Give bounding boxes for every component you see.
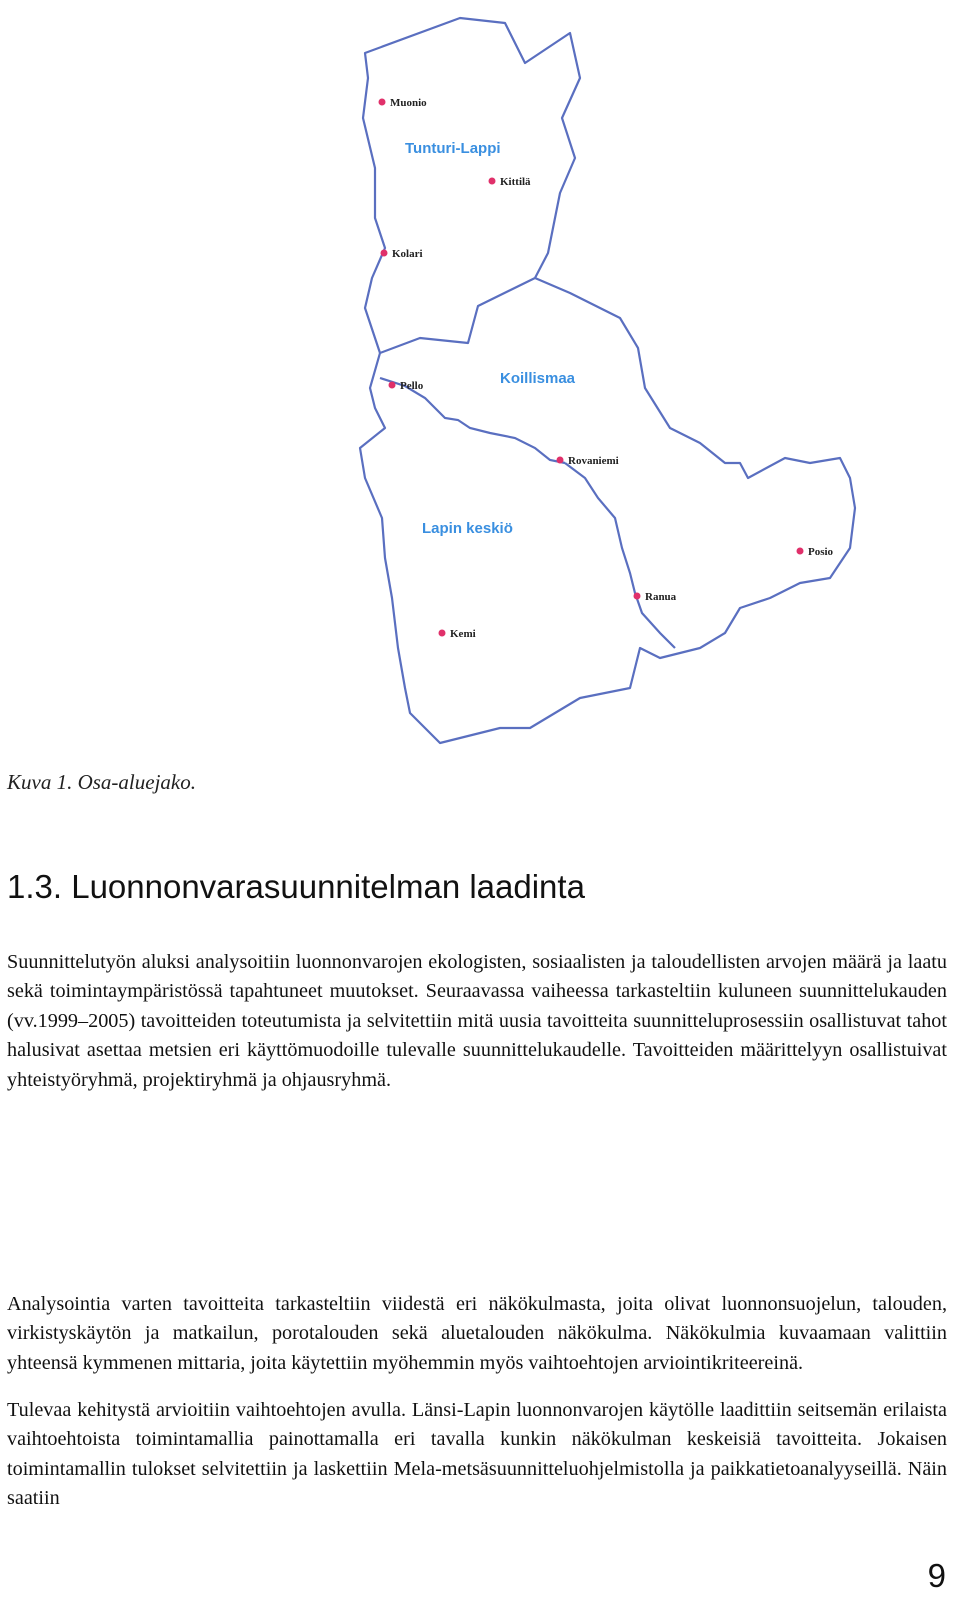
paragraph: Tulevaa kehitystä arvioitiin vaihtoehtojen avulla. Länsi-Lapin luonnonvarojen käytölle laadittiin seitsemän erilaista vaihtoehtoista toimintamallia painottamalla eri tavalla kunkin näkökulman keskeisiä tavoitteita. Jokaisen toimintamallin tulokset selvitettiin ja laskettiin Mela-metsäsuunnitteluohjelmistolla ja paikkatietoanalyyseillä. Näin saatiin [7, 1399, 947, 1510]
town-ranua [634, 591, 677, 603]
town-kemi [439, 628, 476, 640]
region-map [330, 8, 890, 768]
town-kittila [489, 176, 532, 188]
town-muonio [379, 97, 428, 109]
town-label: Posio [808, 546, 834, 558]
town-dot [379, 99, 386, 106]
town-label: Muonio [390, 97, 427, 109]
region-border-south [565, 463, 675, 648]
town-label: Ranua [645, 591, 677, 603]
figure-caption: Kuva 1. Osa-aluejako. [7, 770, 196, 794]
town-dot [557, 457, 564, 464]
town-dot [381, 250, 388, 257]
town-kolari [381, 248, 423, 260]
map-svg [330, 8, 890, 768]
page-number: 9 [927, 1557, 946, 1594]
paragraph: Analysointia varten tavoitteita tarkasteltiin viidestä eri näkökulmasta, joita olivat luonnonsuojelun, talouden, virkistyskäytön ja matkailun, porotalouden sekä aluetalouden näkökulma. Näkökulmia kuvaamaan valittiin yhteensä kymmenen mittaria, joita käytettiin myöhemmin myös vaihtoehtojen arviointikriteereinä. [7, 1293, 947, 1374]
area-outline [360, 18, 855, 743]
town-rovaniemi [557, 455, 619, 467]
section-heading: 1.3. Luonnonvarasuunnitelman laadinta [7, 868, 585, 905]
paragraph: Suunnittelutyön aluksi analysoitiin luonnonvarojen ekologisten, sosiaalisten ja taloudellisten arvojen määrä ja laatu sekä toimintaympäristössä tapahtuneet muutokset. Seuraavassa vaiheessa tarkasteltiin kuluneen suunnittelukauden (vv.1999–2005) tavoitteiden toteutumista ja selvitettiin mitä uusia tavoitteita suunnitteluprosessiin osallistuvat tahot halusivat asettaa metsien eri käyttömuodoille tulevalle suunnittelukaudelle. Tavoitteiden määrittelyyn osallistuivat yhteistyöryhmä, projektiryhmä ja ohjausryhmä. [7, 951, 947, 1091]
town-dot [634, 593, 641, 600]
town-dot [489, 178, 496, 185]
town-label: Rovaniemi [568, 455, 619, 467]
town-label: Kemi [450, 628, 476, 640]
region-label-tunturi: Tunturi-Lappi [405, 140, 501, 157]
town-label: Kittilä [500, 176, 531, 188]
town-label: Pello [400, 380, 424, 392]
region-label-koillismaa: Koillismaa [500, 370, 576, 387]
town-dot [797, 548, 804, 555]
town-dot [389, 382, 396, 389]
town-dot [439, 630, 446, 637]
town-label: Kolari [392, 248, 423, 260]
region-label-lapin-keskio: Lapin keskiö [422, 520, 513, 537]
town-posio [797, 546, 834, 558]
